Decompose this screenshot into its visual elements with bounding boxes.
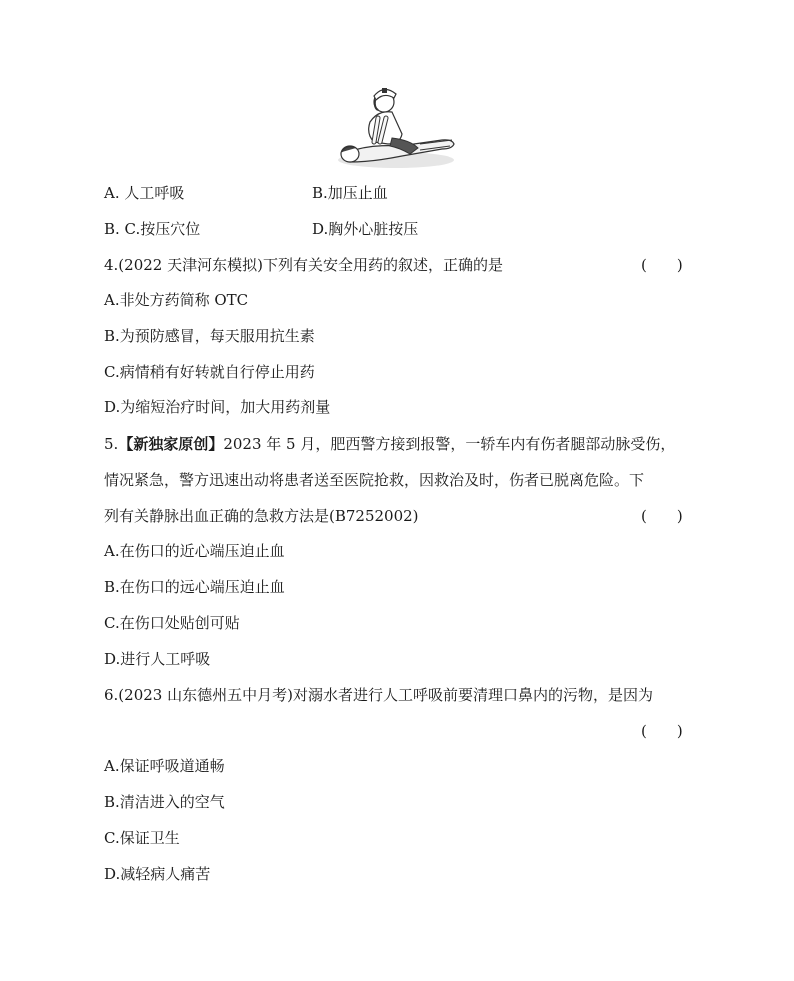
q6-option-c: C.保证卫生	[104, 829, 180, 847]
q5-option-a: A.在伤口的近心端压迫止血	[104, 542, 285, 560]
q5-stem-line2: 情况紧急，警方迅速出动将患者送至医院抢救，因救治及时，伤者已脱离危险。下	[104, 471, 645, 489]
q6-option-d: D.减轻病人痛苦	[104, 865, 211, 883]
q4-option-b: B.为预防感冒，每天服用抗生素	[104, 327, 315, 345]
cpr-chest-compression-icon	[330, 82, 460, 174]
q5-tag: 【新独家原创】	[118, 435, 224, 453]
q6-answer-bracket: ( )	[641, 722, 683, 740]
q5-stem-line1	[104, 434, 675, 454]
q5-option-b: B.在伤口的远心端压迫止血	[104, 578, 285, 596]
q5-option-c: C.在伤口处贴创可贴	[104, 614, 240, 632]
q3-option-c: B. C.按压穴位	[104, 220, 201, 238]
q6-option-a: A.保证呼吸道通畅	[104, 757, 225, 775]
q3-option-d: D.胸外心脏按压	[312, 220, 419, 238]
q5-answer-bracket: ( )	[641, 507, 683, 525]
q4-stem: 4.(2022 天津河东模拟)下列有关安全用药的叙述，正确的是	[104, 256, 503, 274]
q4-option-c: C.病情稍有好转就自行停止用药	[104, 363, 315, 381]
q4-answer-bracket: ( )	[641, 256, 683, 274]
q4-option-a: A.非处方药简称 OTC	[104, 291, 249, 309]
q5-stem-line3: 列有关静脉出血正确的急救方法是(B7252002)	[104, 507, 419, 525]
q4-option-d: D.为缩短治疗时间，加大用药剂量	[104, 398, 331, 416]
cpr-illustration	[330, 82, 460, 174]
q3-option-a: A. 人工呼吸	[104, 184, 185, 202]
q6-option-b: B.清洁进入的空气	[104, 793, 225, 811]
q6-stem: 6.(2023 山东德州五中月考)对溺水者进行人工呼吸前要清理口鼻内的污物，是因为	[104, 686, 653, 704]
q3-option-b: B.加压止血	[312, 184, 388, 202]
q5-option-d: D.进行人工呼吸	[104, 650, 211, 668]
q5-number: 5.	[104, 435, 119, 453]
q5-stem-text: 2023 年 5 月，肥西警方接到报警，一轿车内有伤者腿部动脉受伤，	[223, 435, 676, 453]
